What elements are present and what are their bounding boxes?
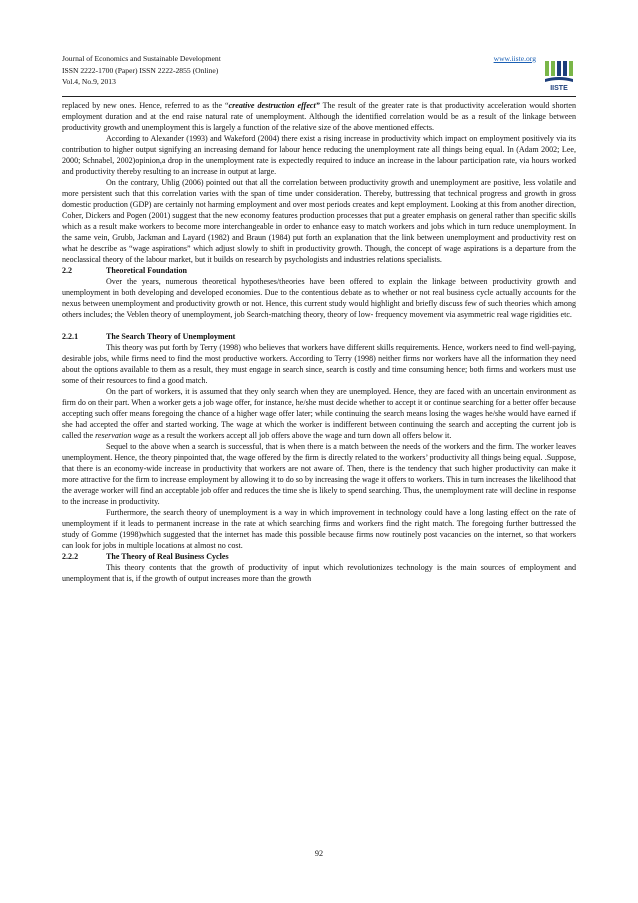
logo-mark-icon (545, 61, 573, 82)
paragraph: On the contrary, Uhlig (2006) pointed out that all the correlation between productivity growth and unemployment are positive, less volatile and more persistent such that this correlation varies with the span of time under consideration. Thereby, buttressing that technical progress and growth in gross domestic production (GDP) are certainly not harming employment and over most periods creates and kept employment. Looking at this from another direction, Coher, Dickers and Pogen (2001) suggest that the new economy features production processes that put a greater emphasis on general rather than specific skills which as a result make workers to become more interchangeable in order to enhance easy to match workers and jobs which in turn reduce unemployment. In the same vein, Grubb, Jackman and Layard (1982) and Braun (1984) put forth an explanation that the link between unemployment and productivity rest on what he describe as “wage aspirations” which adjust slowly to shift in productivity growth. Though, the concept of wage aspirations is a departure from the neoclassical theory of the labour market, but it builds on research by psychologists and industries relations specialists. (62, 178, 576, 264)
section-heading-2-2: 2.2 Theoretical Foundation (62, 266, 187, 275)
paragraph: Furthermore, the search theory of unemployment is a way in which improvement in technology could have a long lasting effect on the rate of unemployment if it leads to permanent increase in the rate at which searching firms and workers find the right match. The foregoing further buttressed the study of Gomme (1998)which suggested that the internet has made this possible because firms now routinely post vacancies on the internet, so that workers can look for jobs in multiple locations at almost no cost. (62, 508, 576, 550)
emphasis-term: creative destruction effect” (228, 101, 320, 110)
journal-name: Journal of Economics and Sustainable Development (62, 54, 221, 63)
paragraph: This theory was put forth by Terry (1998) who believes that workers have different skills requirements. Hence, workers need to find well-paying, desirable jobs, while firms need to find the most productive workers. According to Terry (1998) neither firms nor workers have all the information they need about the options available to them as a result, they must engage in search since, search is costly and time consuming hence; both firms and workers must use some of their resources to find a good match. (62, 343, 576, 385)
paragraph: Over the years, numerous theoretical hypotheses/theories have been offered to explain the linkage between productivity growth and unemployment in both developing and developed economies. Due to the contentious debate as to whether or not real business cycle actually accounts for the nexus between unemployment and productivity growth or not. Hence, this current study would highlight and briefly discuss few of such theories which among others includes; the Veblen theory of unemployment, job Search-matching theory, theory of low- frequency movement via asymmetric real wage rigidities etc. (62, 277, 576, 319)
section-heading-2-2-2: 2.2.2 The Theory of Real Business Cycles (62, 552, 229, 561)
iiste-logo (542, 59, 576, 93)
paragraph: Sequel to the above when a search is successful, that is when there is a match between the needs of the workers and the firm. The worker leaves unemployment. Hence, the theory pinpointed that, the wage offered by the firm is directly related to the workers’ productivity all things being equal. .Suppose, that there is an economy-wide increase in productivity that workers are not aware of. Then, there is the tendency that such higher productivity can make it more attractive for the firm to increase employment by allowing it to do so by increasing the wage it offers to workers. This in turn increases the likelihood that the average worker will find an acceptable job offer and reduces the time she is likely to spend searching. Thus, the unemployment rate will decline in response to the increase in productivity. (62, 442, 576, 506)
paragraph: According to Alexander (1993) and Wakeford (2004) there exist a rising increase in productivity which impact on employment positively via its contribution to higher output signifying an increasing demand for labour hence reducing the unemployment rate all things being equal. In (Adam 2002; Lee, 2000; Schnabel, 2002)opinion,a drop in the unemployment rate is expectedly required to induce an increase in the labour participation rate, via hours worked and productivity thereby resulting to an increase in output at large. (62, 134, 576, 176)
header-divider (62, 96, 576, 97)
journal-info (62, 53, 221, 88)
paragraph: On the part of workers, it is assumed that they only search when they are unemployed. Hence, they are faced with an uncertain environment as firm do on their part. When a worker gets a job wage offer, for instance, he/she must decide whether to accept it or continue searching for a better offer because accepting such offer means foregoing the chance of a higher wage offer later; while continuing the search means losing the wages he/she would have earned if she had accepted the offer and started working. The wage at which the worker is indifferent between continuing the search and accepting the current job is called the reservation wage as a result the workers accept all job offers above the wage and turn down all offers below it. (62, 387, 576, 440)
journal-issn: ISSN 2222-1700 (Paper) ISSN 2222-2855 (Online) (62, 65, 219, 75)
journal-url-link[interactable]: www.iiste.org (493, 54, 536, 63)
section-heading-2-2-1: 2.2.1 The Search Theory of Unemployment (62, 332, 236, 341)
journal-volume: Vol.4, No.9, 2013 (62, 77, 116, 86)
page-number: 92 (314, 849, 324, 858)
emphasis-term: reservation wage (95, 431, 151, 440)
paragraph: replaced by new ones. Hence, referred to as the “creative destruction effect” The result of the greater rate is that productivity acceleration would shorten employment duration and at the end raise natural rate of unemployment. Although the identified correlation would be as a result of the linkage between productivity growth and unemployment this is largely a function of the relative size of the above mentioned effects. (62, 101, 576, 132)
journal-header (62, 53, 576, 101)
article-body (62, 100, 576, 584)
paragraph: This theory contents that the growth of productivity of input which revolutionizes technology is the main sources of employment and unemployment that is, if the growth of output increases more than the growth (62, 563, 576, 583)
logo-wordmark: IISTE (550, 85, 568, 92)
